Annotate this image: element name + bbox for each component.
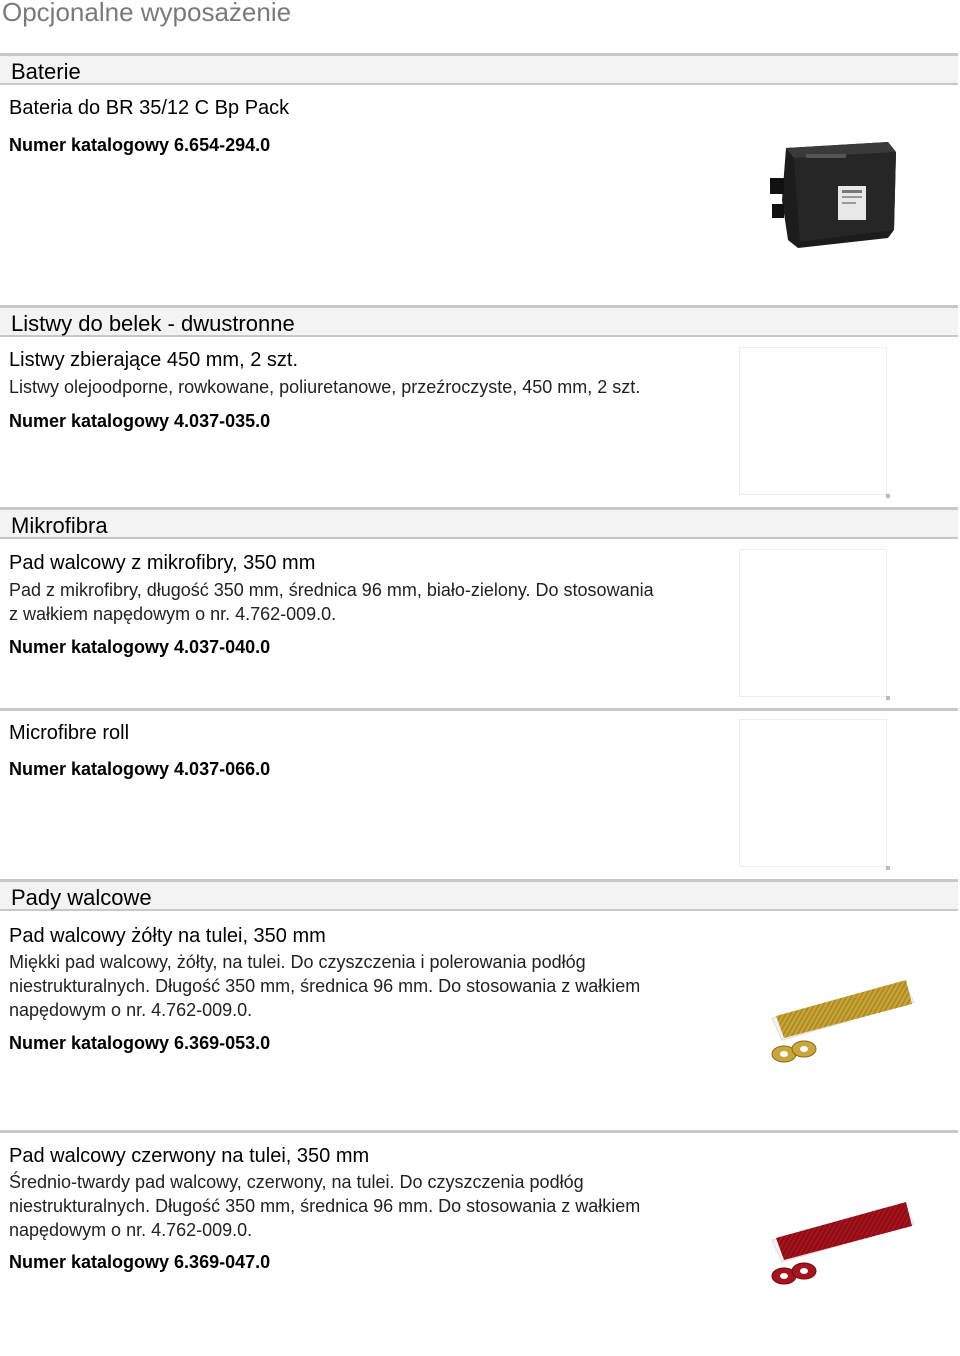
- resize-corner-icon: [886, 696, 890, 700]
- product-image-placeholder: [739, 549, 887, 697]
- yellow-roller-pad-icon: [764, 970, 916, 1080]
- product-image-placeholder: [739, 719, 887, 867]
- product-description: Miękki pad walcowy, żółty, na tulei. Do czyszczenia i polerowania podłóg: [9, 952, 586, 972]
- divider: [0, 1130, 958, 1133]
- red-roller-pad-icon: [764, 1190, 916, 1300]
- section-header-blades: [0, 305, 958, 337]
- page-title: Opcjonalne wyposażenie: [2, 0, 292, 27]
- section-header-pads: [0, 879, 958, 911]
- product-name: Pad walcowy z mikrofibry, 350 mm: [9, 552, 316, 574]
- section-header-batteries: [0, 53, 958, 85]
- product-description: niestrukturalnych. Długość 350 mm, średnica 96 mm. Do stosowania z wałkiem: [9, 1196, 641, 1216]
- battery-pack-icon: [758, 130, 908, 255]
- catalog-number: Numer katalogowy 4.037-066.0: [9, 759, 271, 779]
- product-name: Listwy zbierające 450 mm, 2 szt.: [9, 349, 298, 371]
- product-name: Microfibre roll: [9, 722, 130, 744]
- product-description: napędowym o nr. 4.762-009.0.: [9, 1000, 253, 1020]
- product-description: Średnio-twardy pad walcowy, czerwony, na tulei. Do czyszczenia podłóg: [9, 1172, 584, 1192]
- battery-image: [758, 130, 908, 255]
- product-image-placeholder: [739, 347, 887, 495]
- section-title: Listwy do belek - dwustronne: [11, 311, 295, 336]
- section-title: Pady walcowe: [11, 885, 152, 910]
- section-title: Baterie: [11, 59, 81, 84]
- catalog-number: Numer katalogowy 6.654-294.0: [9, 135, 271, 155]
- product-name: Pad walcowy czerwony na tulei, 350 mm: [9, 1145, 370, 1167]
- product-name: Pad walcowy żółty na tulei, 350 mm: [9, 925, 326, 947]
- catalog-number: Numer katalogowy 6.369-047.0: [9, 1252, 271, 1272]
- divider: [0, 708, 958, 711]
- catalog-number: Numer katalogowy 4.037-040.0: [9, 637, 271, 657]
- resize-corner-icon: [886, 866, 890, 870]
- product-description: Listwy olejoodporne, rowkowane, poliuretanowe, przeźroczyste, 450 mm, 2 szt.: [9, 377, 641, 397]
- product-name: Bateria do BR 35/12 C Bp Pack: [9, 97, 290, 119]
- resize-corner-icon: [886, 494, 890, 498]
- product-description: Pad z mikrofibry, długość 350 mm, średnica 96 mm, biało-zielony. Do stosowania: [9, 580, 654, 600]
- catalog-number: Numer katalogowy 6.369-053.0: [9, 1033, 271, 1053]
- section-header-microfibre: [0, 507, 958, 539]
- catalog-number: Numer katalogowy 4.037-035.0: [9, 411, 271, 431]
- section-title: Mikrofibra: [11, 513, 108, 538]
- red-pad-image: [764, 1190, 916, 1300]
- product-description: z wałkiem napędowym o nr. 4.762-009.0.: [9, 604, 337, 624]
- product-description: napędowym o nr. 4.762-009.0.: [9, 1220, 253, 1240]
- product-description: niestrukturalnych. Długość 350 mm, średnica 96 mm. Do stosowania z wałkiem: [9, 976, 641, 996]
- yellow-pad-image: [764, 970, 916, 1080]
